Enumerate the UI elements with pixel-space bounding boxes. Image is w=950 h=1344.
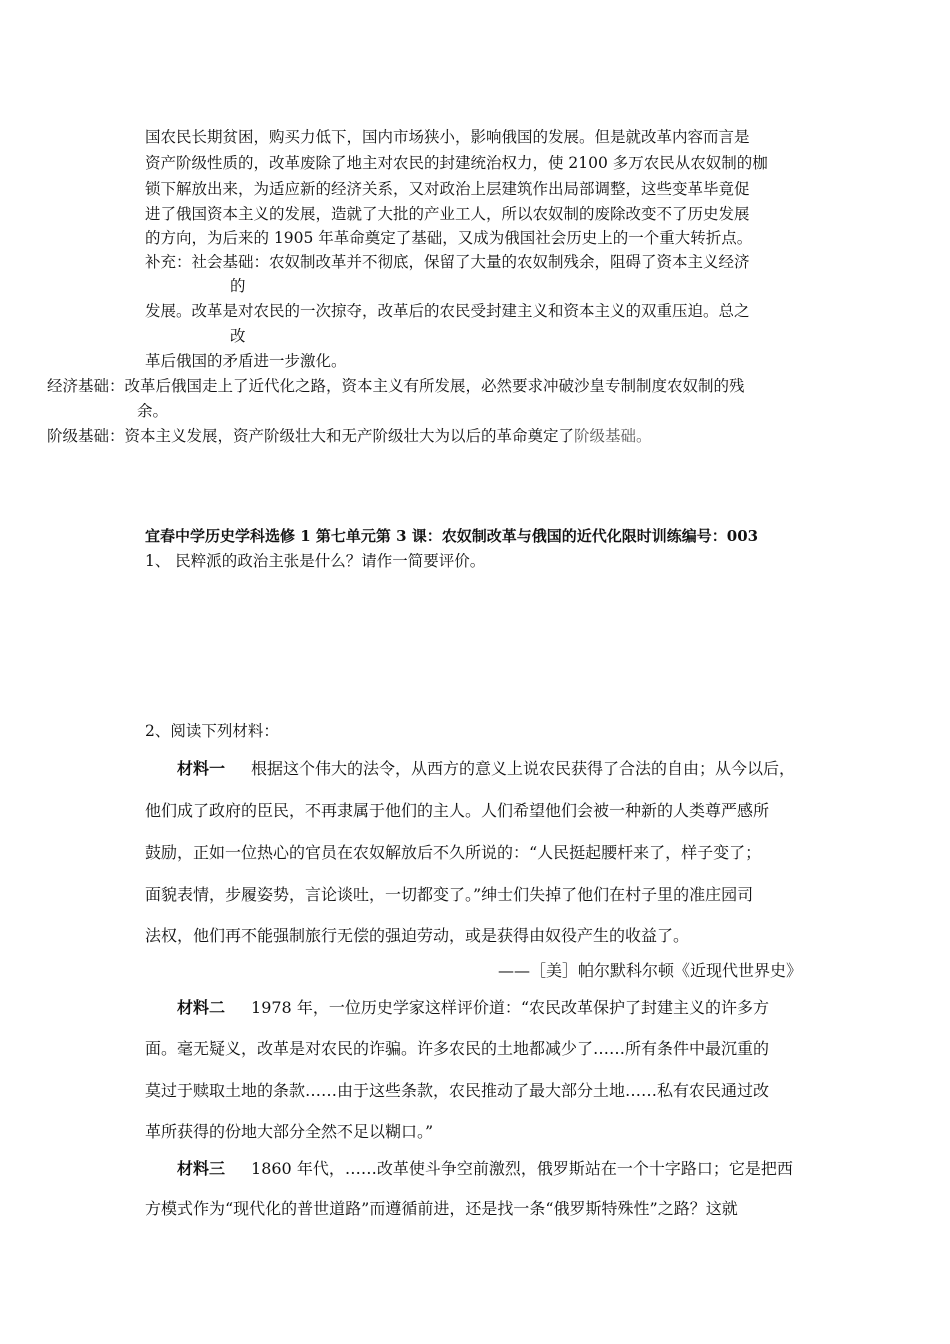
material-2-line: 莫过于赎取土地的条款……由于这些条款，农民推动了最大部分土地……私有农民通过改	[145, 1081, 770, 1100]
wrap-fragment: 余。	[137, 402, 169, 420]
question-2: 2、阅读下列材料：	[145, 722, 279, 740]
economic-basis-line: 经济基础：改革后俄国走上了近代化之路，资本主义有所发展，必然要求冲破沙皇专制制度农奴制的残	[47, 377, 745, 395]
material-3-line: 方模式作为“现代化的普世道路”而遵循前进，还是找一条“俄罗斯特殊性”之路？这就	[145, 1199, 738, 1218]
material-1-label: 材料一	[177, 759, 226, 778]
material-2-line: 面。毫无疑义，改革是对农民的诈骗。许多农民的土地都减少了……所有条件中最沉重的	[145, 1039, 770, 1058]
body-text-line: 国农民长期贫困，购买力低下，国内市场狭小，影响俄国的发展。但是就改革内容而言是	[145, 128, 750, 146]
material-1-source: ——［美］帕尔默科尔顿《近现代世界史》	[497, 961, 802, 980]
supplement-social-line: 补充：社会基础：农奴制改革并不彻底，保留了大量的农奴制残余，阻碍了资本主义经济	[145, 253, 750, 271]
material-1-first-line	[177, 758, 795, 780]
material-1-text: 根据这个伟大的法令，从西方的意义上说农民获得了合法的自由；从今以后，	[251, 759, 796, 778]
material-3-first-line	[177, 1158, 793, 1180]
wrap-fragment: 的	[230, 277, 246, 295]
body-text-line: 进了俄国资本主义的发展，造就了大批的产业工人，所以农奴制的废除改变不了历史发展	[145, 205, 750, 223]
material-1-line: 面貌表情，步履姿势，言论谈吐，一切都变了。”绅士们失掉了他们在村子里的准庄园司	[145, 885, 754, 904]
exercise-heading: 宜春中学历史学科选修 1 第七单元第 3 课：农奴制改革与俄国的近代化限时训练编号：003	[145, 527, 759, 545]
wrap-fragment: 改	[230, 327, 246, 345]
material-2-line: 革所获得的份地大部分全然不足以糊口。”	[145, 1122, 434, 1141]
class-basis-tail: 阶级基础。	[574, 427, 652, 445]
body-text-line: 资产阶级性质的，改革废除了地主对农民的封建统治权力，使 2100 多万农民从农奴制的枷	[145, 154, 768, 172]
body-text-line: 的方向，为后来的 1905 年革命奠定了基础，又成为俄国社会历史上的一个重大转折点。	[145, 229, 753, 247]
body-text-line: 革后俄国的矛盾进一步激化。	[145, 352, 347, 370]
class-basis-text: 阶级基础：资本主义发展，资产阶级壮大和无产阶级壮大为以后的革命奠定了	[47, 427, 575, 445]
class-basis-line	[47, 426, 652, 446]
body-text-line: 发展。改革是对农民的一次掠夺，改革后的农民受封建主义和资本主义的双重压迫。总之	[145, 302, 750, 320]
material-2-first-line	[177, 997, 769, 1019]
material-1-line: 法权，他们再不能强制旅行无偿的强迫劳动，或是获得由奴役产生的收益了。	[145, 926, 690, 945]
material-3-text: 1860 年代，……改革使斗争空前激烈，俄罗斯站在一个十字路口；它是把西	[251, 1159, 793, 1178]
material-3-label: 材料三	[177, 1159, 226, 1178]
material-1-line: 他们成了政府的臣民，不再隶属于他们的主人。人们希望他们会被一种新的人类尊严感所	[145, 801, 770, 820]
body-text-line: 锁下解放出来，为适应新的经济关系，又对政治上层建筑作出局部调整，这些变革毕竟促	[145, 180, 750, 198]
material-2-label: 材料二	[177, 998, 226, 1017]
material-1-line: 鼓励，正如一位热心的官员在农奴解放后不久所说的：“人民挺起腰杆来了，样子变了；	[145, 843, 762, 862]
question-1: 1、 民粹派的政治主张是什么？请作一简要评价。	[145, 552, 486, 570]
material-2-text: 1978 年，一位历史学家这样评价道：“农民改革保护了封建主义的许多方	[251, 998, 770, 1017]
